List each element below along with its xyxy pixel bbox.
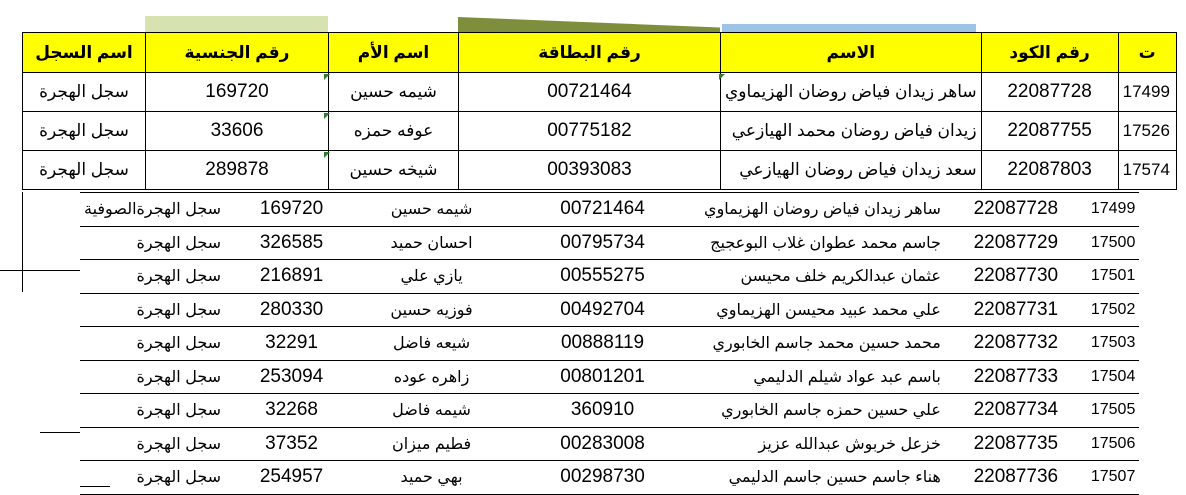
- cell-name: جاسم محمد عطوان غلاب البوعجيج: [700, 226, 945, 260]
- cell-code: 22087732: [945, 327, 1087, 361]
- cell-registry: سجل الهجرة: [80, 293, 225, 327]
- cell-nationality: 169720: [146, 73, 329, 112]
- cell-seq: 17505: [1087, 394, 1140, 428]
- cell-mother: فوزيه حسين: [358, 293, 505, 327]
- cell-nationality: 216891: [225, 260, 358, 294]
- table-row: [80, 193, 1139, 227]
- cell-card: 00888119: [505, 327, 700, 361]
- cell-seq: 17506: [1087, 427, 1140, 461]
- table-row: [80, 260, 1139, 294]
- header-name: الاسم: [721, 33, 982, 73]
- header-seq: ت: [1118, 33, 1176, 73]
- table-row: [80, 327, 1139, 361]
- cell-card: 00283008: [505, 427, 700, 461]
- cell-name: علي حسين حمزه جاسم الخابوري: [700, 394, 945, 428]
- cell-name: محمد حسين محمد جاسم الخابوري: [700, 327, 945, 361]
- table-header-row: [23, 33, 1177, 73]
- cell-nationality: 254957: [225, 461, 358, 495]
- cell-marker: [324, 113, 330, 119]
- cell-registry: سجل الهجرة: [80, 360, 225, 394]
- table-row: [80, 293, 1139, 327]
- cell-registry: سجل الهجرة: [80, 260, 225, 294]
- cell-nationality: 280330: [225, 293, 358, 327]
- table-row: [23, 73, 1177, 112]
- grid-line: [40, 432, 80, 433]
- cell-code: 22087755: [981, 112, 1118, 151]
- cell-mother: شيمه فاضل: [358, 394, 505, 428]
- sheet-tab-olive: [458, 17, 720, 32]
- cell-seq: 17507: [1087, 461, 1140, 495]
- cell-name: ساهر زيدان فياض روضان الهزيماوي: [721, 73, 982, 112]
- records-table-bottom: [80, 192, 1139, 495]
- header-code: رقم الكود: [981, 33, 1118, 73]
- cell-name: علي محمد عبيد محيسن الهزيماوي: [700, 293, 945, 327]
- cell-marker: [719, 74, 725, 80]
- cell-registry: سجل الهجرة: [80, 427, 225, 461]
- cell-card: 00721464: [505, 193, 700, 227]
- cell-mother: شيمه حسين: [329, 73, 459, 112]
- cell-code: 22087735: [945, 427, 1087, 461]
- cell-nationality: 32291: [225, 327, 358, 361]
- cell-card: 00492704: [505, 293, 700, 327]
- cell-registry: سجل الهجرة: [80, 461, 225, 495]
- cell-code: 22087729: [945, 226, 1087, 260]
- cell-seq: 17502: [1087, 293, 1140, 327]
- cell-seq: 17574: [1118, 151, 1176, 190]
- cell-nationality: 33606: [146, 112, 329, 151]
- cell-registry: سجل الهجرةالصوفية: [80, 193, 225, 227]
- cell-seq: 17526: [1118, 112, 1176, 151]
- cell-card: 360910: [505, 394, 700, 428]
- cell-code: 22087730: [945, 260, 1087, 294]
- cell-code: 22087733: [945, 360, 1087, 394]
- header-mother: اسم الأم: [329, 33, 459, 73]
- cell-marker: [324, 74, 330, 80]
- grid-line: [0, 270, 80, 271]
- table-row: [80, 394, 1139, 428]
- cell-mother: عوفه حمزه: [329, 112, 459, 151]
- cell-name: هناء جاسم حسين جاسم الدليمي: [700, 461, 945, 495]
- cell-nationality: 37352: [225, 427, 358, 461]
- cell-registry: سجل الهجرة: [23, 112, 146, 151]
- records-table-top: [22, 32, 1177, 190]
- cell-code: 22087731: [945, 293, 1087, 327]
- cell-seq: 17499: [1087, 193, 1140, 227]
- cell-mother: شيخه حسين: [329, 151, 459, 190]
- grid-line: [22, 192, 23, 292]
- cell-code: 22087728: [981, 73, 1118, 112]
- cell-card: 00721464: [459, 73, 721, 112]
- cell-mother: شيمه حسين: [358, 193, 505, 227]
- cell-seq: 17504: [1087, 360, 1140, 394]
- cell-card: 00298730: [505, 461, 700, 495]
- cell-nationality: 326585: [225, 226, 358, 260]
- cell-registry: سجل الهجرة: [80, 327, 225, 361]
- cell-mother: شيعه فاضل: [358, 327, 505, 361]
- cell-mother: بهي حميد: [358, 461, 505, 495]
- sheet-tab-blue: [722, 24, 976, 32]
- header-registry: اسم السجل: [23, 33, 146, 73]
- cell-name: عثمان عبدالكريم خلف محيسن: [700, 260, 945, 294]
- cell-card: 00555275: [505, 260, 700, 294]
- header-card: رقم البطاقة: [459, 33, 721, 73]
- cell-card: 00795734: [505, 226, 700, 260]
- cell-code: 22087803: [981, 151, 1118, 190]
- cell-registry: سجل الهجرة: [23, 73, 146, 112]
- cell-registry: سجل الهجرة: [23, 151, 146, 190]
- cell-mother: فطيم ميزان: [358, 427, 505, 461]
- cell-name: باسم عبد عواد شيلم الدليمي: [700, 360, 945, 394]
- cell-nationality: 289878: [146, 151, 329, 190]
- cell-name: زيدان فياض روضان محمد الهيازعي: [721, 112, 982, 151]
- cell-mother: يازي علي: [358, 260, 505, 294]
- table-row: [80, 461, 1139, 495]
- cell-registry: سجل الهجرة: [80, 394, 225, 428]
- table-row: [23, 112, 1177, 151]
- cell-registry: سجل الهجرة: [80, 226, 225, 260]
- cell-nationality: 253094: [225, 360, 358, 394]
- cell-seq: 17499: [1118, 73, 1176, 112]
- cell-nationality: 169720: [225, 193, 358, 227]
- cell-marker: [324, 152, 330, 158]
- cell-card: 00775182: [459, 112, 721, 151]
- cell-code: 22087728: [945, 193, 1087, 227]
- table-row: [80, 427, 1139, 461]
- cell-seq: 17503: [1087, 327, 1140, 361]
- table-row: [80, 360, 1139, 394]
- table-row: [80, 226, 1139, 260]
- cell-name: خزعل خربوش عبدالله عزيز: [700, 427, 945, 461]
- cell-code: 22087736: [945, 461, 1087, 495]
- cell-seq: 17501: [1087, 260, 1140, 294]
- cell-name: ساهر زيدان فياض روضان الهزيماوي: [700, 193, 945, 227]
- cell-name: سعد زيدان فياض روضان الهيازعي: [721, 151, 982, 190]
- cell-card: 00801201: [505, 360, 700, 394]
- sheet-tab-light: [145, 16, 328, 32]
- cell-nationality: 32268: [225, 394, 358, 428]
- header-nationality: رقم الجنسية: [146, 33, 329, 73]
- cell-code: 22087734: [945, 394, 1087, 428]
- cell-mother: احسان حميد: [358, 226, 505, 260]
- table-row: [23, 151, 1177, 190]
- cell-mother: زاهره عوده: [358, 360, 505, 394]
- cell-card: 00393083: [459, 151, 721, 190]
- cell-seq: 17500: [1087, 226, 1140, 260]
- grid-line: [80, 486, 110, 487]
